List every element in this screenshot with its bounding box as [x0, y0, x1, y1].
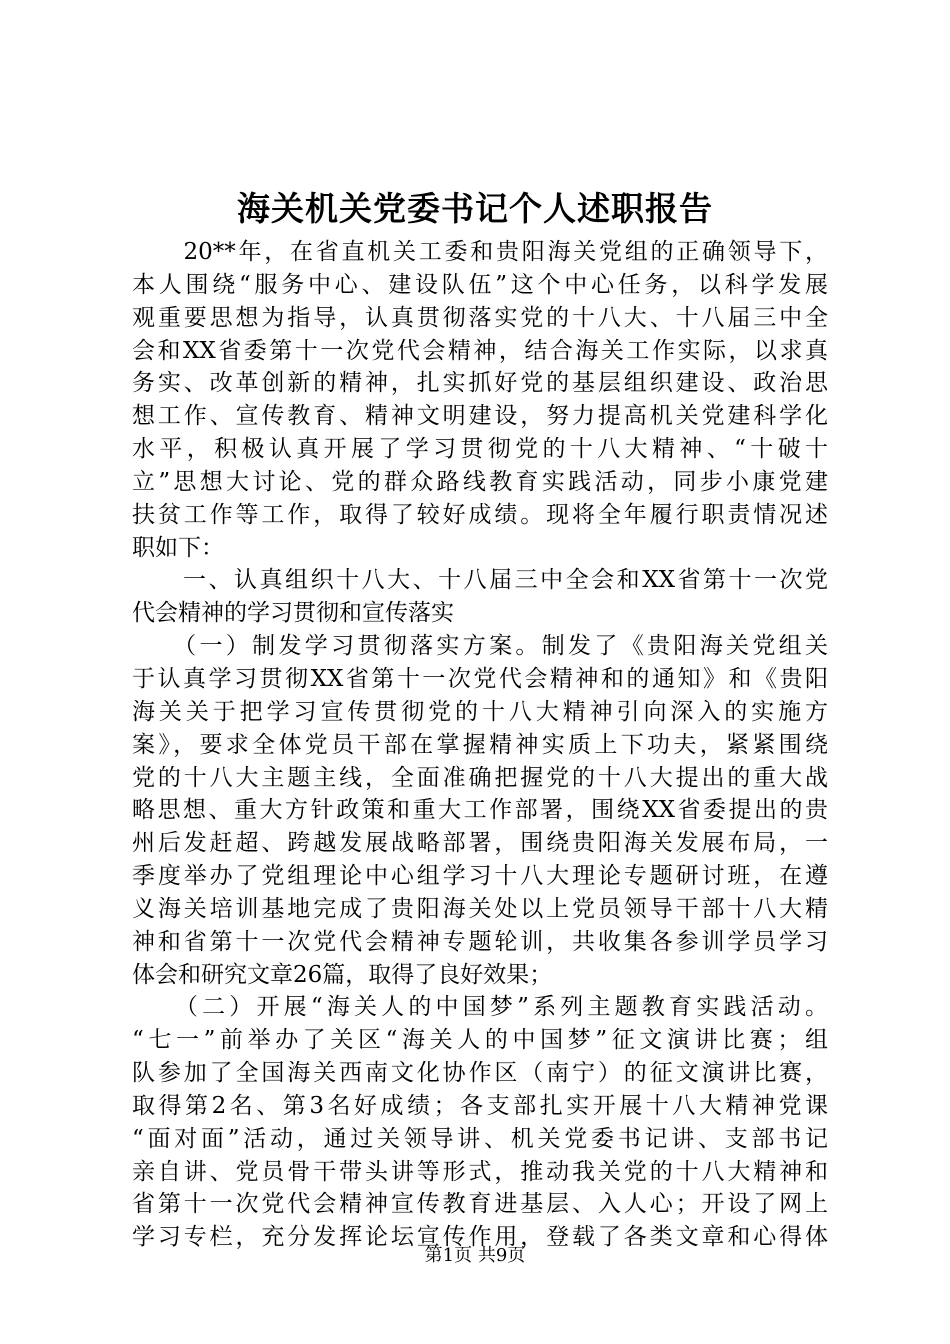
body-line: 取得第2名、第3名好成绩；各支部扎实开展十八大精神党课: [132, 1092, 828, 1119]
document-title: 海关机关党委书记个人述职报告: [237, 189, 713, 228]
body-line: 水平，积极认真开展了学习贯彻党的十八大精神、“十破十: [132, 436, 828, 463]
page-footer: 第1页 共9页: [424, 1245, 526, 1266]
body-line: 季度举办了党组理论中心组学习十八大理论专题研讨班，在遵: [132, 863, 828, 890]
body-line: 略思想、重大方针政策和重大工作部署，围绕XX省委提出的贵: [132, 797, 828, 824]
body-line: “七一”前举办了关区“海关人的中国梦”征文演讲比赛；组: [132, 1027, 828, 1054]
body-line: 职如下：: [132, 534, 224, 561]
body-line: 海关关于把学习宣传贯彻党的十八大精神引向深入的实施方: [132, 698, 828, 725]
body-line: 亲自讲、党员骨干带头讲等形式，推动我关党的十八大精神和: [132, 1158, 828, 1185]
body-line: 立”思想大讨论、党的群众路线教育实践活动，同步小康党建: [132, 468, 828, 495]
body-line: “面对面”活动，通过关领导讲、机关党委书记讲、支部书记: [132, 1125, 828, 1152]
body-line: 务实、改革创新的精神，扎实抓好党的基层组织建设、政治思: [132, 370, 828, 397]
body-line: 案》，要求全体党员干部在掌握精神实质上下功夫，紧紧围绕: [132, 731, 828, 758]
body-line: 队参加了全国海关西南文化协作区（南宁）的征文演讲比赛，: [132, 1060, 828, 1087]
body-line: 一、认真组织十八大、十八届三中全会和XX省第十一次党: [132, 567, 828, 594]
body-line: （二）开展“海关人的中国梦”系列主题教育实践活动。: [132, 994, 828, 1021]
body-line: 本人围绕“服务中心、建设队伍”这个中心任务，以科学发展: [132, 271, 828, 298]
body-line: 党的十八大主题主线，全面准确把握党的十八大提出的重大战: [132, 764, 828, 791]
body-line: 20**年，在省直机关工委和贵阳海关党组的正确领导下，: [132, 239, 828, 265]
body-line: 学习专栏，充分发挥论坛宣传作用，登载了各类文章和心得体: [132, 1224, 828, 1251]
body-line: 观重要思想为指导，认真贯彻落实党的十八大、十八届三中全: [132, 304, 828, 331]
body-line: 扶贫工作等工作，取得了较好成绩。现将全年履行职责情况述: [132, 501, 828, 528]
document-body: [132, 236, 828, 1254]
body-line: 省第十一次党代会精神宣传教育进基层、入人心；开设了网上: [132, 1191, 828, 1218]
body-line: 州后发赶超、跨越发展战略部署，围绕贵阳海关发展布局，一: [132, 830, 828, 857]
body-line: 义海关培训基地完成了贵阳海关处以上党员领导干部十八大精: [132, 895, 828, 922]
body-line: 代会精神的学习贯彻和宣传落实: [132, 600, 454, 627]
body-line: 想工作、宣传教育、精神文明建设，努力提高机关党建科学化: [132, 403, 828, 430]
body-line: （一）制发学习贯彻落实方案。制发了《贵阳海关党组关: [132, 633, 828, 660]
body-line: 体会和研究文章26篇，取得了良好效果；: [132, 961, 553, 988]
body-line: 神和省第十一次党代会精神专题轮训，共收集各参训学员学习: [132, 928, 828, 955]
body-line: 于认真学习贯彻XX省第十一次党代会精神和的通知》和《贵阳: [132, 665, 828, 692]
body-line: 会和XX省委第十一次党代会精神，结合海关工作实际，以求真: [132, 337, 828, 364]
